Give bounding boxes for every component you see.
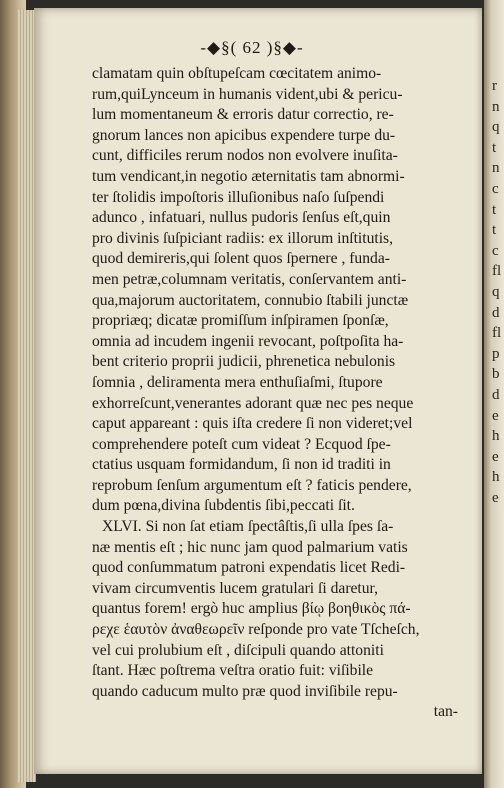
next-page-glyph: q: [492, 119, 500, 136]
text-line: cunt, difficiles rerum nodos non evolvere inuſita-: [92, 147, 398, 165]
text-line: quando caducum multo præ quod inviſibile repu-: [92, 682, 398, 700]
text-line: ctatius usquam formidandum, ſi non id traditi in: [92, 456, 391, 474]
text-line: ρεχε ἑαυτὸν ἀναθεωρεῖν reſponde pro vate Tſcheſch,: [92, 621, 420, 639]
next-page-glyph: t: [492, 139, 497, 156]
next-page-glyph: h: [492, 469, 500, 486]
text-line: rum,quiLynceum in humanis vident,ubi & pericu-: [92, 85, 403, 103]
text-line: omnia ad incudem ingenii revocant, poſtpoſita ha-: [92, 332, 404, 350]
next-page-glyph: b: [492, 366, 500, 383]
next-page-glyph: h: [492, 428, 500, 445]
next-page-glyph: n: [492, 160, 500, 177]
text-line: adunco , infatuari, nullus pudoris ſenſus eſt,quin: [92, 209, 391, 227]
text-line: propriæq; dicatæ promiſſum inſpiramen ſponſæ,: [92, 312, 389, 330]
text-line: exhorreſcunt,venerantes adorant quæ nec pes neque: [92, 394, 414, 412]
next-page-glyph: fl: [492, 325, 502, 342]
next-page-glyph: d: [492, 304, 500, 321]
next-page-glyph: e: [492, 448, 499, 465]
text-line: quantus forem! ergò huc amplius βίῳ βοηθικὸς πά-: [92, 600, 411, 618]
next-page-edge: [484, 0, 504, 788]
text-line: dum pœna,divina ſubdentis ſibi,peccati ſit.: [92, 497, 355, 515]
text-line: men petræ,columnam veritatis, conſervantem anti-: [92, 270, 407, 288]
text-line: vivam circumventis lucem gratulari ſi daretur,: [92, 579, 379, 597]
text-line: quod conſummatum patroni expendatis licet Redi-: [92, 559, 406, 577]
text-line: qua,majorum auctoritatem, connubio ſtabili junctæ: [92, 291, 409, 309]
text-line: XLVI. Si non ſat etiam ſpectâſtis,ſi ulla ſpes ſa-: [102, 518, 394, 536]
next-page-glyph: c: [492, 242, 499, 259]
body-text: [92, 64, 464, 723]
text-line: pro divinis ſuſpiciant radiis: ex illorum inſtitutis,: [92, 229, 394, 247]
catchword: tan-: [433, 703, 458, 721]
next-page-glyph: t: [492, 222, 497, 239]
text-line: lum momentaneum & erroris datur correctio, re-: [92, 106, 394, 124]
next-page-glyph: q: [492, 284, 500, 300]
text-line: reprobum ſenſum argumentum eſt ? faticis pendere,: [92, 476, 412, 494]
text-line: vel cui prolubium eſt , diſcipuli quando attoniti: [92, 641, 384, 659]
next-page-glyph: r: [492, 78, 497, 94]
text-line: bent criterio proprii judicii, phrenetica nebulonis: [92, 353, 396, 371]
text-line: comprehendere poteſt cum videat ? Ecquod ſpe-: [92, 435, 391, 453]
next-page-glyph: e: [492, 490, 499, 506]
next-page-glyph: fl: [492, 263, 502, 280]
page-number-header: -◆§( 62 )§◆-: [200, 38, 304, 57]
next-page-glyph: d: [492, 387, 500, 403]
next-page-glyph: e: [492, 407, 499, 424]
next-page-glyph: n: [492, 98, 500, 115]
text-line: clamatam quin obſtupeſcam cœcitatem animo-: [92, 65, 382, 82]
text-line: ſomnia , deliramenta mera enthuſiaſmi, ſtupore: [92, 373, 383, 391]
text-line: ſtant. Hæc poſtrema veſtra oratio fuit: viſibile: [92, 662, 374, 680]
text-line: gnorum lances non apicibus expendere turpe du-: [92, 126, 396, 144]
next-page-glyph: c: [492, 181, 499, 197]
next-page-glyph: t: [492, 201, 497, 218]
text-line: quod demireris,qui ſolent quos ſpernere , funda-: [92, 250, 390, 268]
text-line: næ mentis eſt ; hic nunc jam quod palmarium vatis: [92, 538, 408, 556]
text-line: ter ſtolidis impoſtoris illuſionibus naſo ſuſpendi: [92, 188, 385, 206]
text-line: tum vendicant,in negotio æternitatis tam abnormi-: [92, 167, 405, 185]
text-line: caput appareant : quis iſta credere ſi non videret;vel: [92, 415, 413, 433]
next-page-glyph: p: [492, 345, 500, 362]
